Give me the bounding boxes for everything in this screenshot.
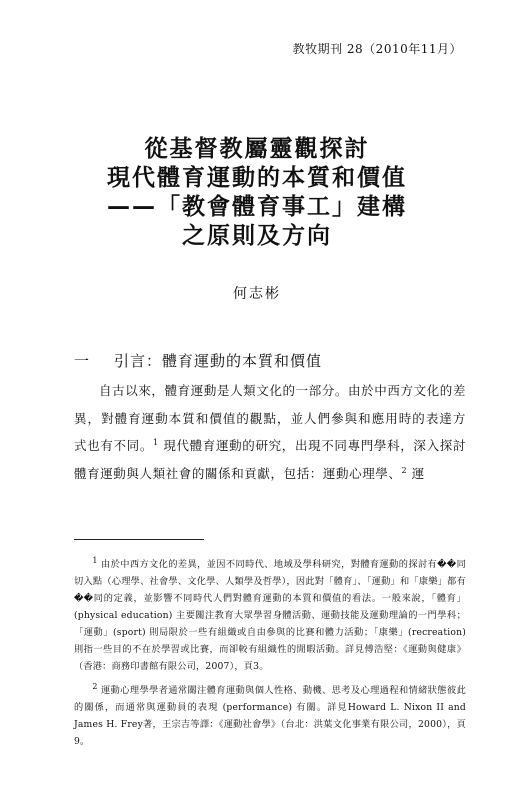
- body-paragraph: [74, 377, 466, 487]
- body-text-part-3: 運: [407, 465, 425, 481]
- body-text-part-2: 現代體育運動的研究，出現不同專門學科，深入探討體育運動與人類社會的關係和貢獻，包括：運動心理學、: [74, 438, 466, 481]
- footnote-ref-2[interactable]: 2: [401, 465, 408, 475]
- title-line-2: 現代體育運動的本質和價值: [107, 165, 407, 191]
- author-name: 何志彬: [233, 286, 281, 302]
- article-title: [0, 135, 514, 251]
- footnote-ref-1[interactable]: 1: [152, 437, 159, 447]
- section-heading-text: 引言：體育運動的本質和價值: [114, 352, 323, 370]
- title-line-1: 從基督教屬靈觀探討: [144, 136, 370, 162]
- footnote-text-2: 運動心理學學者通常關注體育運動與個人性格、動機、思考及心理過程和情緒狀態彼此的關係，而通常與運動員的表現 (performance) 有關。詳見Howard L. Nixon II and James H. Frey著，王宗吉等譯：《運動社會學》（台北：洪葉文化事業有限公司，2000），頁9。: [74, 685, 466, 747]
- body-text-part-1: 自古以來，體育運動是人類文化的一部分。由於中西方文化的差異，對體育運動本質和價值的觀點，並人們參與和應用時的表達方式也有不同。: [74, 383, 466, 453]
- section-heading: [74, 350, 464, 371]
- section-number: 一: [74, 352, 91, 370]
- footnote-text-1: 由於中西方文化的差異，並因不同時代、地域及學科研究，對體育運動的探討有��同切入點（心理學、社會學、文化學、人類學及哲學），因此對「體育」、「運動」和「康樂」都有��同的定義，並影響不同時代人們對體育運動的本質和價值的看法。一般來說，「體育」(physical education) 主要關注教育大眾學習身體活動、運動技能及運動理論的一門學科；「運動」(sport) 則局限於一些有組織或自由參與的比賽和體力活動；「康樂」(recreation) 則指一些目的不在於學習或比賽，而卻較有組織性的閒暇活動。詳見傅浩堅：《運動與健康》（香港：商務印書館有限公司，2007），頁3。: [74, 559, 466, 672]
- footnote-2: [74, 682, 466, 750]
- title-line-3: ——「教會體育事工」建構: [107, 194, 407, 220]
- footnote-mark-2: 2: [92, 681, 98, 691]
- footnote-1: [74, 556, 466, 675]
- footnotes: [74, 556, 466, 757]
- footnote-divider: [74, 539, 204, 540]
- body-text: [74, 377, 466, 487]
- running-header: 教牧期刊 28（2010年11月）: [292, 42, 462, 56]
- title-line-4: 之原則及方向: [182, 223, 332, 249]
- footnote-mark-1: 1: [92, 555, 98, 565]
